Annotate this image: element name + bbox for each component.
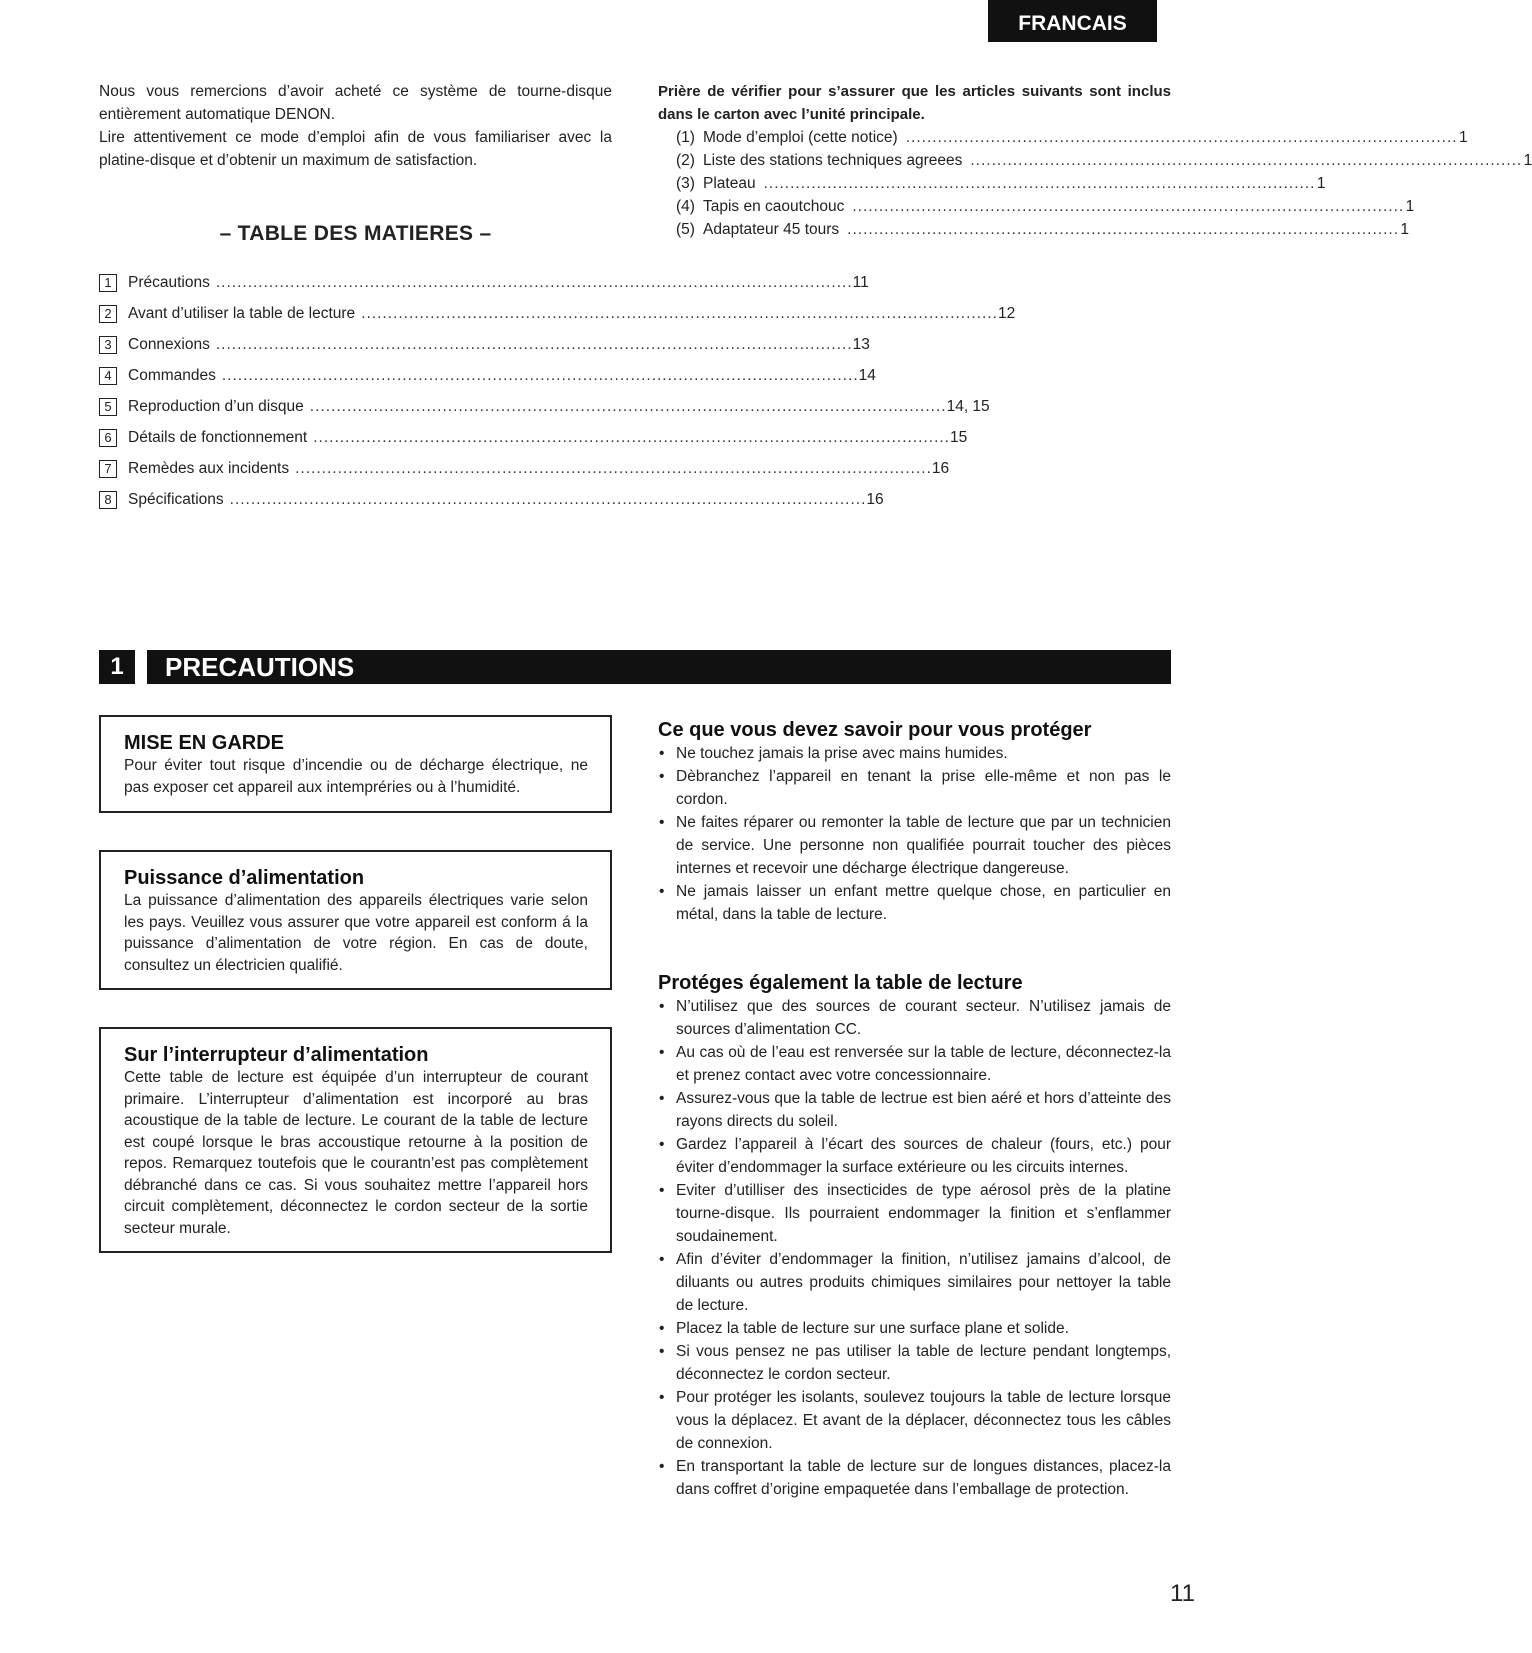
item-label: Tapis en caoutchouc — [703, 198, 845, 215]
box-text: Cette table de lecture est équipée d’un interrupteur de courant primaire. L’interrupteur d’alimentation est incorporé au bras acoustique de la table de lecture. Le courant de la table de lecture est coupé lorsque le bras accoustique retourne à la position de repos. Remarquez toutefois que le courantn’est pas complètement débranché dans ce cas. Si vous souhaitez mettre l’appareil hors circuit complètement, déconnectez le cordon secteur de la sortie secteur murale. — [124, 1069, 588, 1237]
toc-number-box: 7 — [99, 460, 117, 478]
toc-number-box: 5 — [99, 398, 117, 416]
leader-dots: ........................................................................................................ — [847, 221, 1400, 238]
toc-item[interactable] — [99, 422, 968, 453]
item-number: (5) — [676, 221, 695, 238]
language-tab: FRANCAIS — [988, 0, 1157, 42]
section-number: 1 — [99, 650, 135, 684]
section-title: PRECAUTIONS — [147, 650, 1171, 684]
item-label: Plateau — [703, 175, 756, 192]
included-item — [658, 218, 1410, 241]
leader-dots: ........................................................................................................................ — [229, 490, 867, 508]
toc-page: 11 — [852, 273, 869, 291]
toc-page: 16 — [931, 459, 950, 477]
toc-page: 14 — [858, 366, 876, 384]
item-qty: 1 — [1316, 175, 1326, 192]
list-item: • Ne touchez jamais la prise avec mains humides. — [658, 742, 1171, 765]
toc-number-box: 8 — [99, 491, 117, 509]
leader-dots: ........................................................................................................ — [763, 175, 1316, 192]
bullet-list — [658, 995, 1171, 1501]
included-item — [658, 126, 1468, 149]
protect-turntable-section — [658, 971, 1171, 1501]
leader-dots: ........................................................................................................................ — [313, 428, 950, 446]
toc-label: Avant d’utiliser la table de lecture — [128, 304, 356, 322]
page-number: 11 — [1170, 1580, 1195, 1607]
list-item: • Ne faites réparer ou remonter la table de lecture que par un technicien de service. Une personne non qualifiée pourrait toucher des pièces internes et recevoir une décharge électrique dangereuse. — [658, 811, 1171, 880]
toc-page: 14, 15 — [946, 397, 990, 415]
list-item: • Afin d’éviter d’endommager la finition, n’utilisez jamains d’alcool, de diluants ou autres produits chimiques similaires pour nettoyer la table de lecture. — [658, 1248, 1171, 1317]
toc-title: – TABLE DES MATIERES – — [219, 222, 492, 245]
warning-box — [99, 715, 612, 813]
list-item: • Gardez l’appareil à l’écart des sources de chaleur (fours, etc.) pour éviter d’endommager la surface extérieure ou les circuits internes. — [658, 1133, 1171, 1179]
list-item: • Au cas où de l’eau est renversée sur la table de lecture, déconnectez-la et prenez contact avec votre concessionnaire. — [658, 1041, 1171, 1087]
box-title: Puissance d’alimentation — [124, 867, 365, 889]
leader-dots: ........................................................................................................ — [970, 152, 1523, 169]
toc-label: Commandes — [128, 366, 216, 384]
item-qty: 1 — [1405, 198, 1415, 215]
leader-dots: ........................................................................................................................ — [309, 397, 947, 415]
protect-yourself-section — [658, 718, 1171, 926]
list-item: • N’utilisez que des sources de courant secteur. N’utilisez jamais de sources d’alimentation CC. — [658, 995, 1171, 1041]
section-subtitle: Ce que vous devez savoir pour vous protéger — [658, 719, 1092, 741]
toc-item[interactable] — [99, 484, 884, 515]
toc-label: Remèdes aux incidents — [128, 459, 290, 477]
toc-item[interactable] — [99, 453, 950, 484]
toc-item[interactable] — [99, 360, 876, 391]
toc-number-box: 4 — [99, 367, 117, 385]
intro-paragraph-1: Nous vous remercions d’avoir acheté ce système de tourne-disque entièrement automatique DENON. — [99, 83, 612, 123]
leader-dots: ........................................................................................................................ — [295, 459, 932, 477]
toc-number-box: 1 — [99, 274, 117, 292]
box-title: MISE EN GARDE — [124, 732, 285, 754]
toc-number-box: 2 — [99, 305, 117, 323]
item-label: Liste des stations techniques agreees — [703, 152, 963, 169]
included-item — [658, 172, 1326, 195]
item-label: Mode d’emploi (cette notice) — [703, 129, 898, 146]
item-label: Adaptateur 45 tours — [703, 221, 840, 238]
leader-dots: ........................................................................................................................ — [215, 335, 853, 353]
item-qty: 1 — [1523, 152, 1532, 169]
toc-label: Connexions — [128, 335, 210, 353]
intro-text — [99, 80, 612, 172]
leader-dots: ........................................................................................................ — [852, 198, 1405, 215]
list-item: • Assurez-vous que la table de lectrue est bien aéré et hors d’atteinte des rayons directs du soleil. — [658, 1087, 1171, 1133]
leader-dots: ........................................................................................................................ — [221, 366, 859, 384]
box-text: Pour éviter tout risque d’incendie ou de décharge électrique, ne pas exposer cet appareil aux intempréries ou à l’humidité. — [124, 757, 588, 796]
item-number: (4) — [676, 198, 695, 215]
toc-label: Précautions — [128, 273, 210, 291]
item-qty: 1 — [1400, 221, 1410, 238]
power-supply-box — [99, 850, 612, 990]
item-number: (3) — [676, 175, 695, 192]
leader-dots: ........................................................................................................................ — [215, 273, 853, 291]
toc-item[interactable] — [99, 298, 1016, 329]
toc-page: 15 — [950, 428, 968, 446]
item-number: (2) — [676, 152, 695, 169]
toc-item[interactable] — [99, 329, 870, 360]
toc-page: 13 — [852, 335, 870, 353]
toc-page: 12 — [997, 304, 1016, 322]
list-item: • Eviter d’utilliser des insecticides de type aérosol près de la platine tourne-disque. Ils pourraient endommager la finition et s’enflammer soudainement. — [658, 1179, 1171, 1248]
list-item: • Pour protéger les isolants, soulevez toujours la table de lecture lorsque vous la déplacez. Et avant de la déplacer, déconnectez tous les câbles de connexion. — [658, 1386, 1171, 1455]
toc-number-box: 3 — [99, 336, 117, 354]
toc-label: Spécifications — [128, 490, 224, 508]
bullet-list — [658, 742, 1171, 926]
table-of-contents — [99, 222, 612, 246]
list-item: • En transportant la table de lecture sur de longues distances, placez-la dans coffret d’origine empaquetée dans l’emballage de protection. — [658, 1455, 1171, 1501]
leader-dots: ........................................................................................................................ — [361, 304, 998, 322]
toc-page: 16 — [866, 490, 884, 508]
toc-list — [99, 267, 1016, 515]
toc-label: Détails de fonctionnement — [128, 428, 308, 446]
box-text: La puissance d’alimentation des appareils électriques varie selon les pays. Veuillez vous assurer que votre appareil est conform á la puissance d’alimentation de votre région. En cas de doute, consultez un électricien qualifié. — [124, 892, 588, 974]
toc-label: Reproduction d’un disque — [128, 397, 304, 415]
power-switch-box — [99, 1027, 612, 1253]
toc-item[interactable] — [99, 391, 990, 422]
leader-dots: ........................................................................................................ — [905, 129, 1458, 146]
included-item — [658, 149, 1532, 172]
included-items — [658, 80, 1532, 241]
list-item: • Dèbranchez l’appareil en tenant la prise elle-même et non pas le cordon. — [658, 765, 1171, 811]
toc-item[interactable] — [99, 267, 869, 298]
intro-paragraph-2: Lire attentivement ce mode d’emploi afin de vous familiariser avec la platine-disque et d’obtenir un maximum de satisfaction. — [99, 129, 612, 169]
box-title: Sur l’interrupteur d’alimentation — [124, 1044, 429, 1066]
included-item — [658, 195, 1415, 218]
toc-number-box: 6 — [99, 429, 117, 447]
included-heading: Prière de vérifier pour s’assurer que les articles suivants sont inclus dans le carton avec l’unité principale. — [658, 83, 1171, 123]
list-item: • Ne jamais laisser un enfant mettre quelque chose, en particulier en métal, dans la table de lecture. — [658, 880, 1171, 926]
item-qty: 1 — [1458, 129, 1468, 146]
list-item: • Placez la table de lecture sur une surface plane et solide. — [658, 1317, 1171, 1340]
item-number: (1) — [676, 129, 695, 146]
section-subtitle: Protéges également la table de lecture — [658, 972, 1023, 994]
list-item: • Si vous pensez ne pas utiliser la table de lecture pendant longtemps, déconnectez le cordon secteur. — [658, 1340, 1171, 1386]
